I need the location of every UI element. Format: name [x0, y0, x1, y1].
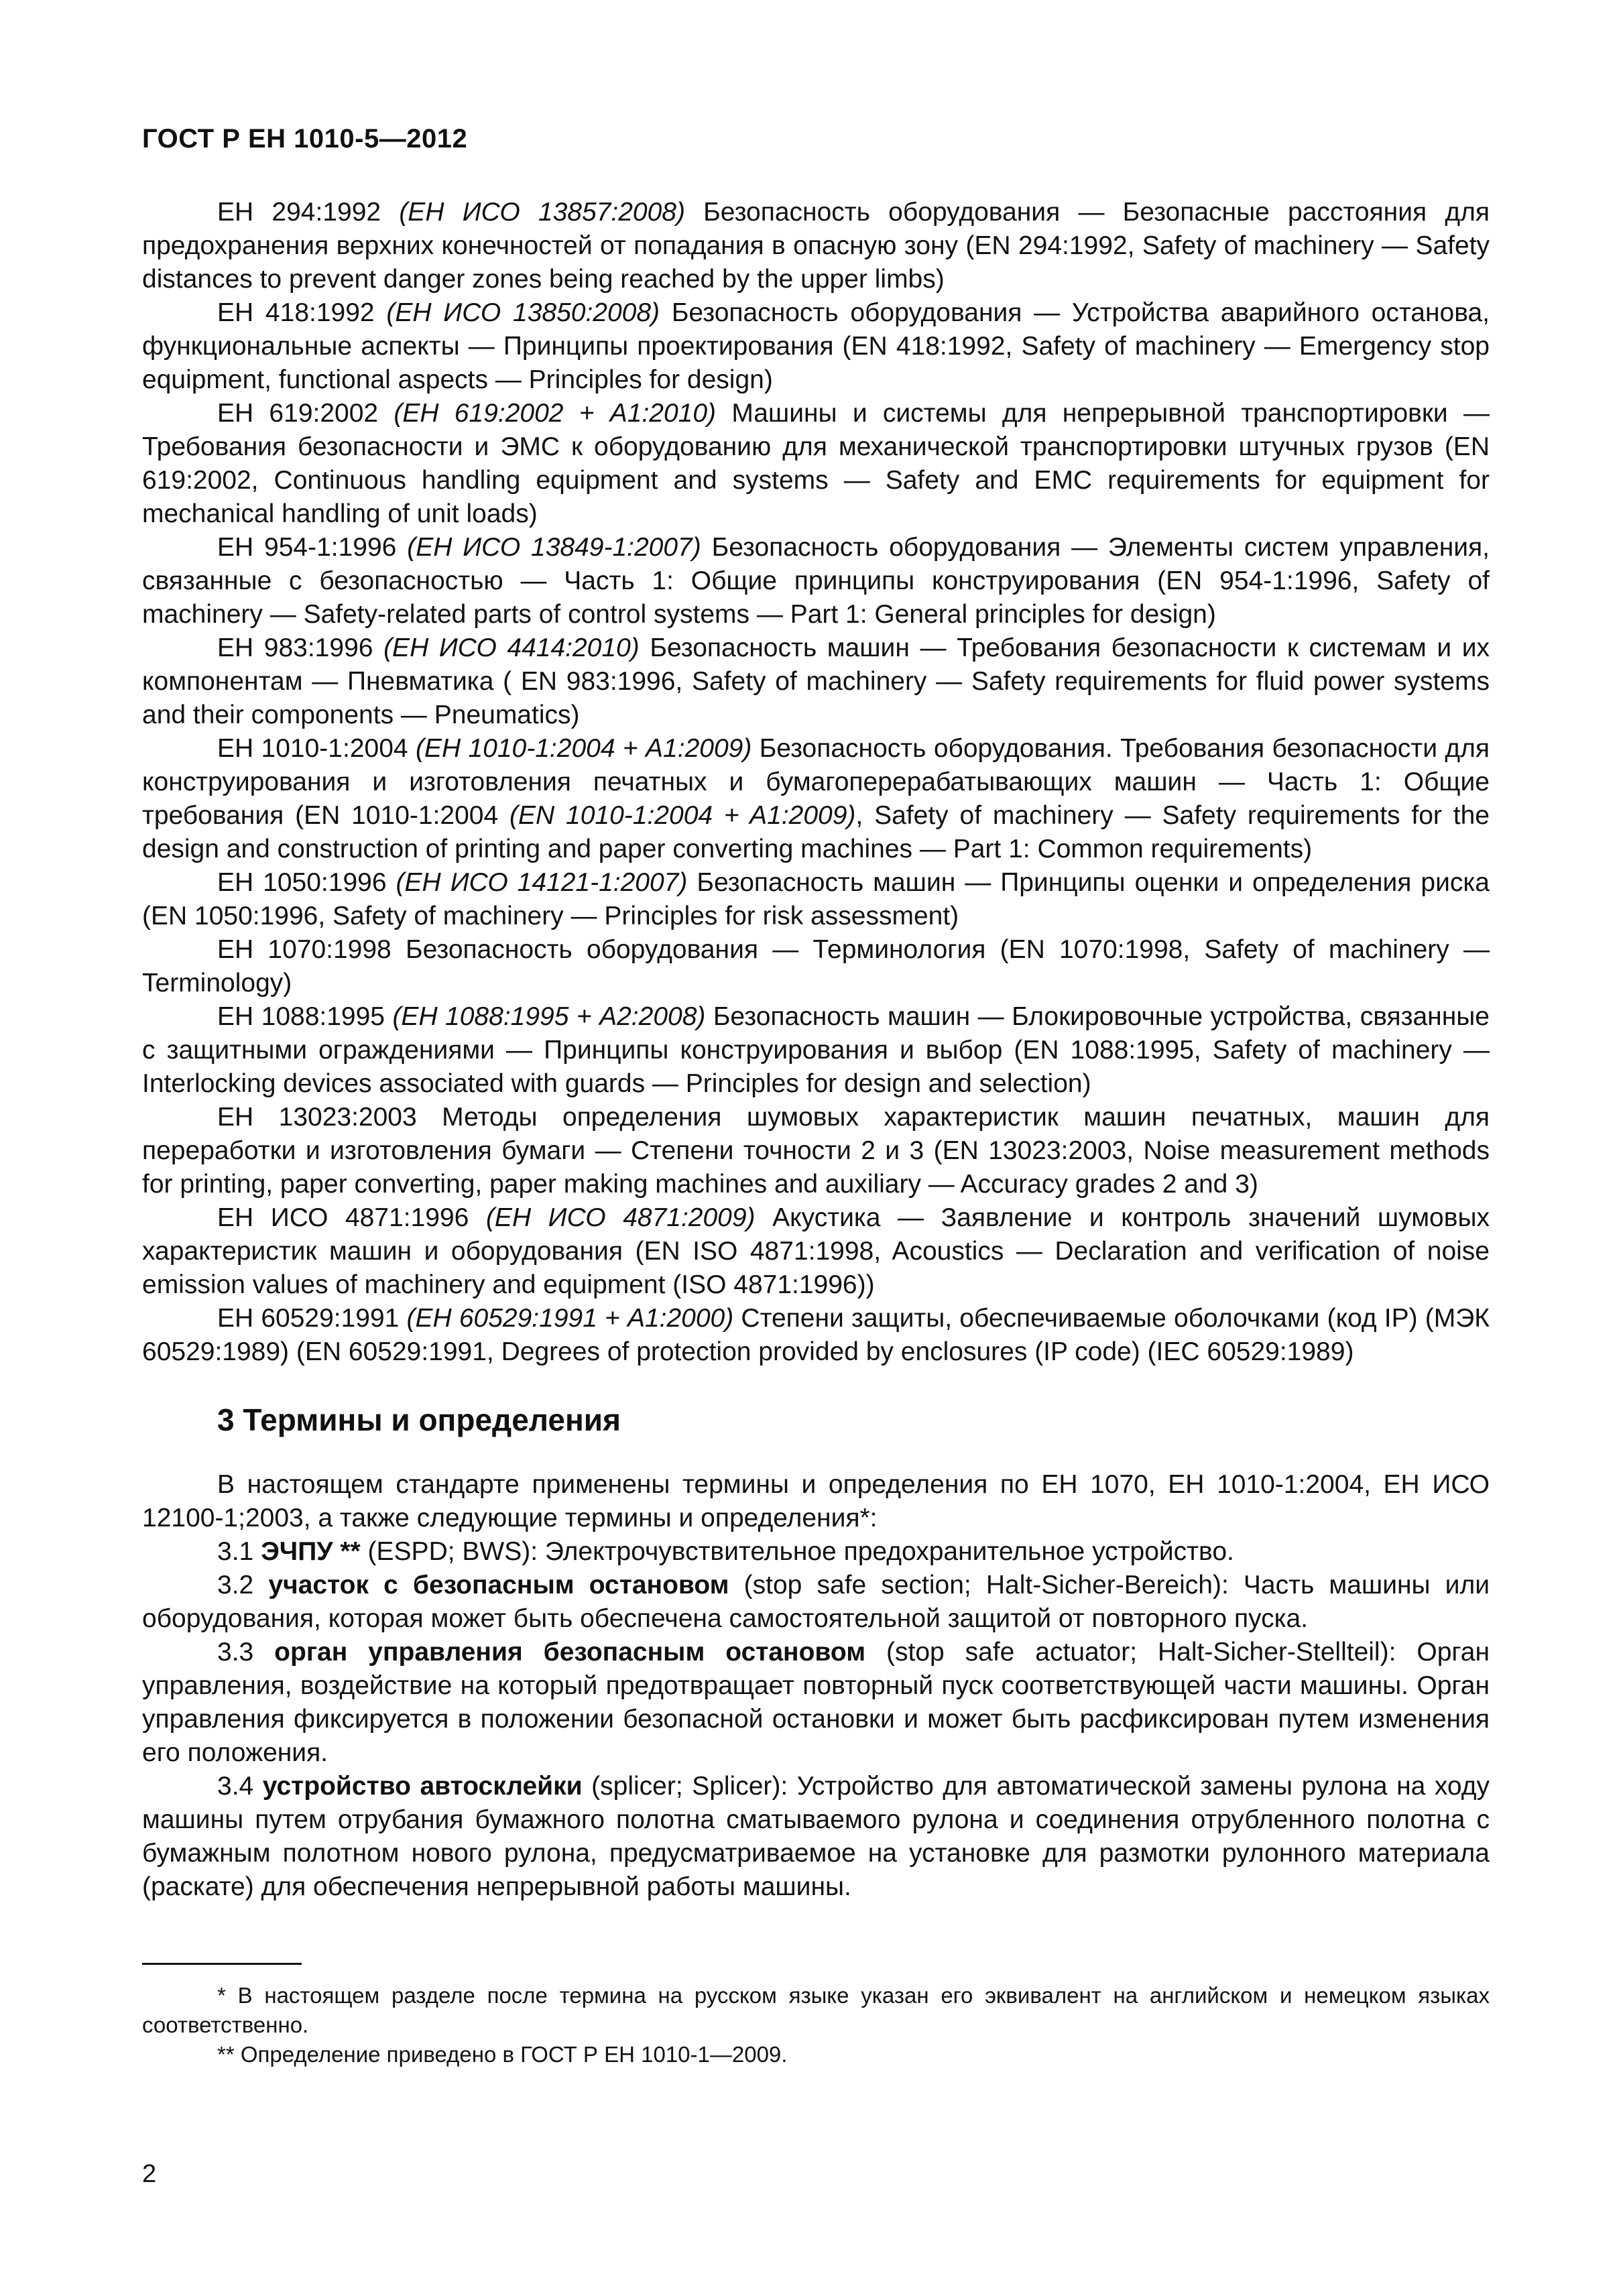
- reference-tail-italic: (EN 1010-1:2004 + A1:2009): [509, 801, 856, 830]
- reference-equivalent: (ЕН ИСО 13857:2008): [399, 198, 685, 227]
- reference-code: ЕН 983:1996: [217, 633, 373, 662]
- term-name: устройство автосклейки: [262, 1772, 583, 1801]
- reference-text: Методы определения шумовых характеристик машин печатных, машин для переработки и изготовления бумаги — Степени точности 2 и 3 (EN 13023:2003, Noise measurement methods for printing, paper converting, paper making machines and auxiliary — Accuracy grades 2 and 3): [142, 1103, 1490, 1199]
- term-number: 3.1: [217, 1537, 254, 1566]
- reference-tail: , Safety of machinery — Safety requirements for the design and construction of printing and paper converting machines — Part 1: Common requirements): [142, 801, 1490, 863]
- footnote: * В настоящем разделе после термина на русском языке указан его эквивалент на английском и немецком языках соответственно.: [142, 1983, 1490, 2037]
- reference-code: ЕН 954-1:1996: [217, 533, 397, 562]
- term-definition: (splicer; Splicer): Устройство для автоматической замены рулона на ходу машины путем отрубания бумажного полотна сматываемого рулона и соединения отрубленного полотна с бумажным полотном нового рулона, предусматриваемое на установке для размотки рулонного материала (раскате) для обеспечения непрерывной работы машины.: [142, 1772, 1490, 1901]
- term-entry: [142, 1770, 1490, 1904]
- reference-text: Безопасность оборудования. Требования безопасности для конструирования и изготовления печатных и бумагоперерабатывающих машин — Часть 1: Общие требования (EN 1010-1:2004: [142, 734, 1490, 830]
- reference-equivalent: (ЕН ИСО 14121-1:2007): [396, 868, 688, 897]
- reference-item: [142, 1101, 1490, 1201]
- reference-code: ЕН 60529:1991: [217, 1304, 400, 1333]
- reference-code: ЕН 1070:1998: [217, 935, 392, 964]
- reference-code: ЕН ИСО 4871:1996: [217, 1203, 469, 1232]
- term-definition: (stop safe section; Halt-Sicher-Bereich): Часть машины или оборудования, которая может быть обеспечена самостоятельной защитой от повторного пуска.: [142, 1571, 1490, 1633]
- reference-text: Безопасность машин — Требования безопасности к системам и их компонентам — Пневматика ( EN 983:1996, Safety of machinery — Safety requirements for fluid power systems and their components — Pneumatics): [142, 633, 1490, 729]
- reference-item: [142, 531, 1490, 631]
- reference-code: ЕН 13023:2003: [217, 1103, 417, 1132]
- reference-code: ЕН 418:1992: [217, 298, 375, 327]
- term-definition: (stop safe actuator; Halt-Sicher-Stellteil): Орган управления, воздействие на который предотвращает повторный пуск соответствующей части машины. Орган управления фиксируется в положении безопасной остановки и может быть расфиксирован путем изменения его положения.: [142, 1638, 1490, 1767]
- term-entry: [142, 1636, 1490, 1770]
- page-number: 2: [142, 2160, 157, 2188]
- footnote: ** Определение приведено в ГОСТ Р ЕН 1010-1—2009.: [217, 2042, 788, 2067]
- page-content: [142, 196, 1490, 1904]
- reference-equivalent: (ЕН ИСО 4871:2009): [485, 1203, 756, 1232]
- reference-text: Безопасность оборудования — Устройства аварийного останова, функциональные аспекты — Принципы проектирования (EN 418:1992, Safety of machinery — Emergency stop equipment, functional aspects — Principles for design): [142, 298, 1490, 394]
- reference-code: ЕН 1050:1996: [217, 868, 387, 897]
- term-name: орган управления безопасным остановом: [274, 1638, 866, 1667]
- section-intro: В настоящем стандарте применены термины и определения по ЕН 1070, ЕН 1010-1:2004, ЕН ИСО 12100-1;2003, а также следующие термины и определения*:: [142, 1470, 1490, 1532]
- section-heading: 3 Термины и определения: [217, 1402, 621, 1437]
- reference-equivalent: (ЕН 60529:1991 + А1:2000): [406, 1304, 734, 1333]
- reference-code: ЕН 294:1992: [217, 198, 381, 227]
- reference-text: Степени защиты, обеспечиваемые оболочками (код IP) (МЭК 60529:1989) (EN 60529:1991, Degrees of protection provided by enclosures (IP code) (IEC 60529:1989): [142, 1304, 1490, 1366]
- reference-text: Безопасность машин — Принципы оценки и определения риска (EN 1050:1996, Safety of machinery — Principles for risk assessment): [142, 868, 1490, 930]
- term-entry: [142, 1535, 1490, 1569]
- reference-text: Акустика — Заявление и контроль значений шумовых характеристик машин и оборудования (EN ISO 4871:1998, Acoustics — Declaration and verification of noise emission values of machinery and equipment (ISO 4871:1996)): [142, 1203, 1490, 1299]
- reference-item: [142, 631, 1490, 732]
- term-name: участок с безопасным остановом: [268, 1571, 729, 1599]
- reference-text: Безопасность оборудования — Элементы систем управления, связанные с безопасностью — Часть 1: Общие принципы конструирования (EN 954-1:1996, Safety of machinery — Safety-related parts of control systems — Part 1: General principles for design): [142, 533, 1490, 629]
- reference-item: [142, 866, 1490, 933]
- term-number: 3.4: [217, 1772, 254, 1801]
- reference-equivalent: (ЕН ИСО 13850:2008): [386, 298, 660, 327]
- term-number: 3.2: [217, 1571, 254, 1599]
- reference-item: [142, 933, 1490, 1000]
- reference-text: Безопасность машин — Блокировочные устройства, связанные с защитными ограждениями — Принципы конструирования и выбор (EN 1088:1995, Safety of machinery — Interlocking devices associated with guards — Principles for design and selection): [142, 1002, 1490, 1098]
- footnotes: [142, 1981, 1490, 2069]
- term-number: 3.3: [217, 1638, 254, 1667]
- footnote-separator: [142, 1963, 302, 1965]
- reference-item: [142, 397, 1490, 531]
- reference-item: [142, 1201, 1490, 1302]
- term-definition: (ESPD; BWS): Электрочувствительное предохранительное устройство.: [367, 1537, 1234, 1566]
- reference-code: ЕН 1010-1:2004: [217, 734, 408, 763]
- reference-item: [142, 732, 1490, 866]
- reference-item: [142, 1000, 1490, 1101]
- reference-item: [142, 1302, 1490, 1369]
- reference-item: [142, 196, 1490, 296]
- reference-text: Безопасность оборудования — Терминология (EN 1070:1998, Safety of machinery — Terminology): [142, 935, 1490, 998]
- term-entry: [142, 1569, 1490, 1636]
- reference-text: Машины и системы для непрерывной транспортировки — Требования безопасности и ЭМС к оборудованию для механической транспортировки штучных грузов (EN 619:2002, Continuous handling equipment and systems — Safety and EMC requirements for equipment for mechanical handling of unit loads): [142, 399, 1490, 528]
- document-header: ГОСТ Р ЕН 1010-5—2012: [142, 124, 468, 154]
- reference-equivalent: (ЕН 1010-1:2004 + А1:2009): [415, 734, 752, 763]
- reference-equivalent: (ЕН 619:2002 + А1:2010): [394, 399, 717, 428]
- reference-equivalent: (ЕН ИСО 13849-1:2007): [407, 533, 701, 562]
- reference-text: Безопасность оборудования — Безопасные расстояния для предохранения верхних конечностей от попадания в опасную зону (EN 294:1992, Safety of machinery — Safety distances to prevent danger zones being reached by the upper limbs): [142, 198, 1490, 294]
- normative-references-list: [142, 196, 1490, 1369]
- reference-equivalent: (ЕН 1088:1995 + А2:2008): [392, 1002, 706, 1031]
- reference-equivalent: (ЕН ИСО 4414:2010): [383, 633, 640, 662]
- reference-code: ЕН 619:2002: [217, 399, 379, 428]
- term-name: ЭЧПУ **: [261, 1537, 361, 1566]
- terms-section: [142, 1468, 1490, 1904]
- reference-code: ЕН 1088:1995: [217, 1002, 385, 1031]
- reference-item: [142, 296, 1490, 397]
